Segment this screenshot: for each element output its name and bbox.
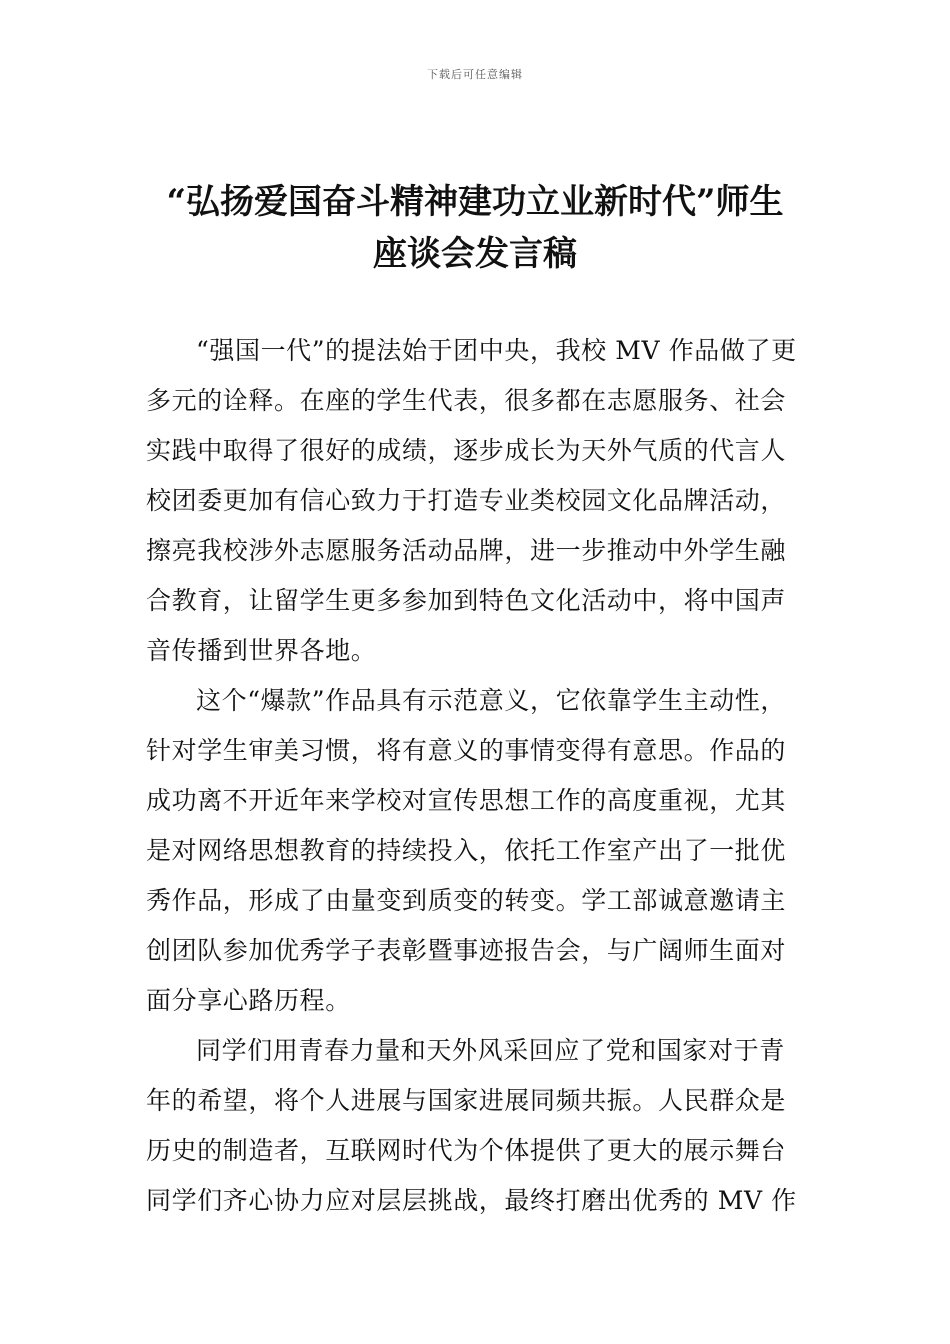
title-line: “弘扬爱国奋斗精神建功立业新时代”师生 xyxy=(166,182,784,222)
paragraph-line: 音传播到世界各地。 xyxy=(146,636,377,665)
paragraph-line: 面分享心路历程。 xyxy=(146,986,351,1015)
paragraph-line: 是对网络思想教育的持续投入，依托工作室产出了一批优 xyxy=(146,836,787,865)
document-body xyxy=(146,326,826,1226)
paragraph-line: 针对学生审美习惯，将有意义的事情变得有意思。作品的 xyxy=(146,736,787,765)
paragraph-line: 创团队参加优秀学子表彰暨事迹报告会，与广阔师生面对 xyxy=(146,936,787,965)
paragraph-line: 校团委更加有信心致力于打造专业类校园文化品牌活动， xyxy=(146,486,787,515)
paragraph-line: 同学们齐心协力应对层层挑战，最终打磨出优秀的 MV 作 xyxy=(146,1186,797,1215)
paragraph-line: 实践中取得了很好的成绩，逐步成长为天外气质的代言人 xyxy=(146,436,787,465)
paragraph-line: 多元的诠释。在座的学生代表，很多都在志愿服务、社会 xyxy=(146,386,787,415)
paragraph-line: 秀作品，形成了由量变到质变的转变。学工部诚意邀请主 xyxy=(146,886,787,915)
title-line: 座谈会发言稿 xyxy=(373,234,577,274)
paragraph-line: 成功离不开近年来学校对宣传思想工作的高度重视，尤其 xyxy=(146,786,787,815)
document-title xyxy=(120,176,830,280)
paragraph-line: “强国一代”的提法始于团中央，我校 MV 作品做了更 xyxy=(196,336,797,365)
paragraph-line: 这个“爆款”作品具有示范意义，它依靠学生主动性， xyxy=(196,686,786,715)
paragraph-line: 合教育，让留学生更多参加到特色文化活动中，将中国声 xyxy=(146,586,787,615)
paragraph-line: 同学们用青春力量和天外风采回应了党和国家对于青 xyxy=(196,1036,785,1065)
paragraph-line: 擦亮我校涉外志愿服务活动品牌，进一步推动中外学生融 xyxy=(146,536,787,565)
header-note: 下载后可任意编辑 xyxy=(427,68,523,81)
paragraph-line: 历史的制造者，互联网时代为个体提供了更大的展示舞台 xyxy=(146,1136,787,1165)
paragraph-line: 年的希望，将个人进展与国家进展同频共振。人民群众是 xyxy=(146,1086,787,1115)
